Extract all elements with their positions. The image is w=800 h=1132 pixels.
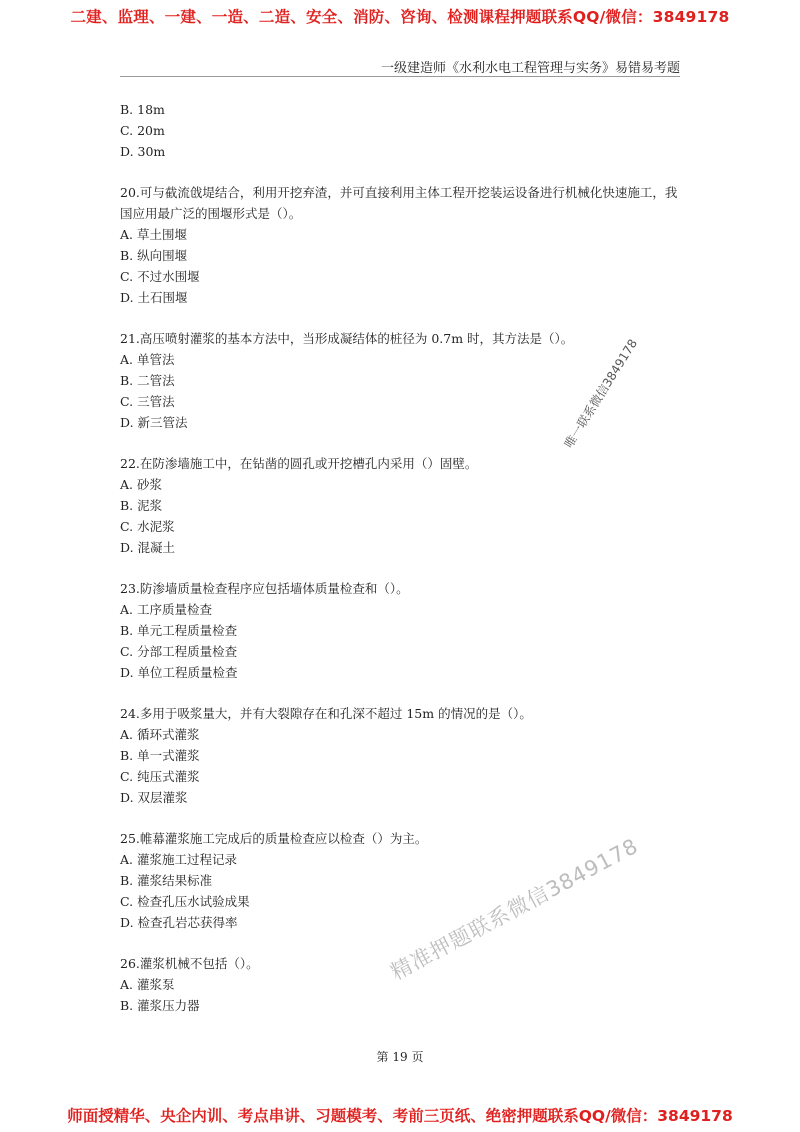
continued-options bbox=[120, 99, 680, 162]
question-23 bbox=[120, 578, 680, 683]
option-item: A. 灌浆施工过程记录 bbox=[120, 852, 237, 867]
option-item: D. 混凝土 bbox=[120, 540, 176, 555]
header-divider bbox=[120, 76, 680, 77]
page-number: 第 19 页 bbox=[376, 1050, 424, 1064]
option-item: D. 单位工程质量检查 bbox=[120, 665, 238, 680]
option-item: C. 不过水围堰 bbox=[120, 269, 200, 284]
bottom-promo-banner: 师面授精华、央企内训、考点串讲、习题模考、考前三页纸、绝密押题联系QQ/微信：3849178 bbox=[67, 1107, 733, 1125]
watermark-contact-large: 精准押题联系微信3849178 bbox=[386, 833, 643, 985]
option-item: B. 灌浆结果标准 bbox=[120, 873, 213, 888]
option-item: A. 单管法 bbox=[120, 352, 175, 367]
question-22 bbox=[120, 453, 680, 558]
option-item: C. 纯压式灌浆 bbox=[120, 769, 200, 784]
option-item: B. 单元工程质量检查 bbox=[120, 623, 238, 638]
question-20 bbox=[120, 182, 680, 308]
option-item: B. 灌浆压力器 bbox=[120, 998, 200, 1013]
option-item: C. 三管法 bbox=[120, 394, 175, 409]
document-header-title: 一级建造师《水利水电工程管理与实务》易错易考题 bbox=[380, 61, 680, 76]
option-item: A. 草土围堰 bbox=[120, 227, 187, 242]
option-item: A. 工序质量检查 bbox=[120, 602, 212, 617]
question-24 bbox=[120, 703, 680, 808]
option-item: C. 20m bbox=[120, 123, 165, 138]
question-stem: 25.帷幕灌浆施工完成后的质量检查应以检查（）为主。 bbox=[120, 831, 428, 846]
question-stem: 21.高压喷射灌浆的基本方法中，当形成凝结体的桩径为 0.7m 时，其方法是（）。 bbox=[120, 331, 574, 346]
option-item: D. 30m bbox=[120, 144, 166, 159]
option-item: B. 纵向围堰 bbox=[120, 248, 188, 263]
option-item: B. 泥浆 bbox=[120, 498, 163, 513]
option-item: D. 土石围堰 bbox=[120, 290, 188, 305]
option-item: B. 18m bbox=[120, 102, 165, 117]
question-stem: 22.在防渗墙施工中，在钻凿的圆孔或开挖槽孔内采用（）固壁。 bbox=[120, 456, 478, 471]
option-item: A. 砂浆 bbox=[120, 477, 162, 492]
option-item: D. 新三管法 bbox=[120, 415, 188, 430]
option-item: C. 水泥浆 bbox=[120, 519, 175, 534]
option-item: C. 分部工程质量检查 bbox=[120, 644, 238, 659]
question-21 bbox=[120, 328, 680, 433]
top-promo-banner: 二建、监理、一建、一造、二造、安全、消防、咨询、检测课程押题联系QQ/微信：3849178 bbox=[70, 8, 730, 26]
option-item: A. 循环式灌浆 bbox=[120, 727, 200, 742]
option-item: C. 检查孔压水试验成果 bbox=[120, 894, 250, 909]
option-item: B. 单一式灌浆 bbox=[120, 748, 200, 763]
question-stem: 20.可与截流戗堤结合，利用开挖弃渣，并可直接利用主体工程开挖装运设备进行机械化快速施工，我国应用最广泛的围堰形式是（）。 bbox=[120, 185, 678, 221]
option-item: D. 检查孔岩芯获得率 bbox=[120, 915, 238, 930]
option-item: D. 双层灌浆 bbox=[120, 790, 188, 805]
question-stem: 26.灌浆机械不包括（）。 bbox=[120, 956, 259, 971]
question-stem: 23.防渗墙质量检查程序应包括墙体质量检查和（）。 bbox=[120, 581, 409, 596]
option-item: B. 二管法 bbox=[120, 373, 175, 388]
question-stem: 24.多用于吸浆量大，并有大裂隙存在和孔深不超过 15m 的情况的是（）。 bbox=[120, 706, 532, 721]
watermark-contact-small: 唯一联系微信3849178 bbox=[561, 336, 641, 451]
option-item: A. 灌浆泵 bbox=[120, 977, 175, 992]
